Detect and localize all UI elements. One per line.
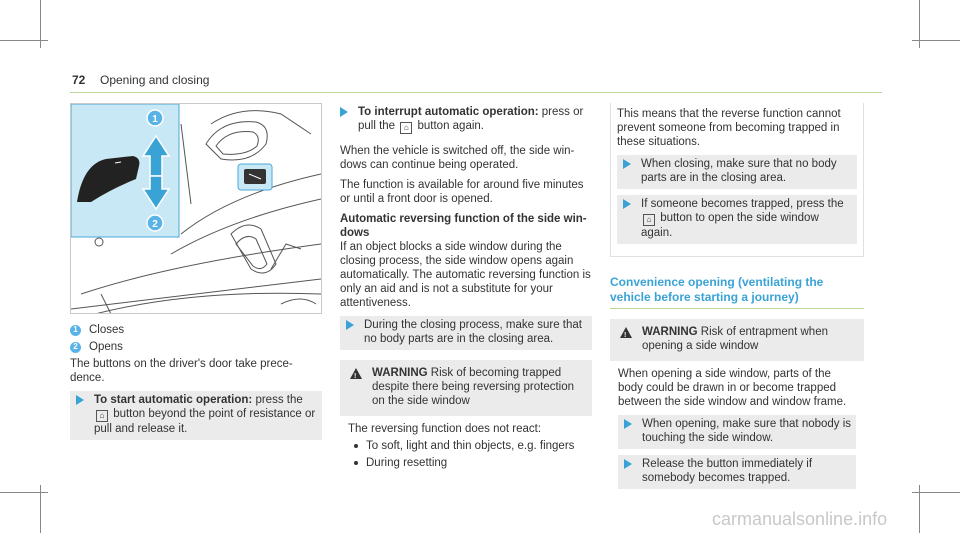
body-text: When the vehicle is switched off, the side win- dows can continue being operated. xyxy=(340,145,575,171)
crop-mark xyxy=(0,492,48,493)
legend-badge: 1 xyxy=(70,325,81,336)
warning-box xyxy=(610,319,864,501)
section-header: Opening and closing xyxy=(100,73,210,87)
header-rule xyxy=(70,92,882,93)
body-text: This means that the reverse function cannot prevent someone from becoming trapped in these situations. xyxy=(617,108,841,148)
body-text: If an object blocks a side window during the closing process, the side window opens again automatically. The automatic reversing function is only an aid and is not a substitute for your attentiveness. xyxy=(340,241,591,309)
step-text: When closing, make sure that no body parts are in the closing area. xyxy=(641,158,837,184)
marker-2 xyxy=(147,215,163,231)
crop-mark xyxy=(912,492,960,493)
warning-body xyxy=(610,361,864,501)
step-text: press or pull the xyxy=(358,106,584,132)
instruction-step xyxy=(618,455,856,489)
step-arrow-icon xyxy=(624,459,632,469)
warning-label: WARNING xyxy=(642,326,698,338)
subheading: Automatic reversing function of the side win- dows xyxy=(340,213,587,239)
marker-1 xyxy=(147,110,163,126)
list-item xyxy=(348,439,584,453)
svg-text:1: 1 xyxy=(152,114,158,125)
instruction-step xyxy=(617,155,857,189)
door-panel-drawing xyxy=(71,104,322,314)
body-text: The function is available for around five minutes or until a front door is opened. xyxy=(340,179,584,205)
section-rule xyxy=(610,308,864,309)
step-text: button again. xyxy=(414,120,484,132)
warning-header xyxy=(618,325,856,353)
window-switch-highlight xyxy=(238,164,272,190)
warning-body xyxy=(340,416,592,479)
bullet-icon xyxy=(354,461,358,465)
step-text: When opening, make sure that nobody is touching the side window. xyxy=(642,418,852,444)
svg-text:2: 2 xyxy=(152,219,158,230)
step-text: During the closing process, make sure that no body parts are in the closing area. xyxy=(364,319,582,345)
list-item-text: To soft, light and thin objects, e.g. fingers xyxy=(366,440,575,452)
step-text: button beyond the point of resistance or pull and release it. xyxy=(94,408,316,435)
step-text: button to open the side window again. xyxy=(641,212,819,239)
instruction-step xyxy=(618,415,856,449)
instruction-step xyxy=(340,103,592,138)
step-arrow-icon xyxy=(624,419,632,429)
warning-label: WARNING xyxy=(372,367,428,379)
legend-label: Closes xyxy=(89,324,125,336)
crop-mark xyxy=(912,40,960,41)
warning-text: When opening a side window, parts of the body could be drawn in or become trapped between the side window and window frame. xyxy=(618,368,847,408)
step-arrow-icon xyxy=(623,199,631,209)
warning-continuation xyxy=(610,103,864,257)
step-arrow-icon xyxy=(623,159,631,169)
window-button-icon: ⌂ xyxy=(643,214,655,226)
warning-header xyxy=(348,366,584,408)
warning-title: Risk of becoming trapped despite there being reversing protection on the side window xyxy=(372,367,575,407)
step-text: If someone becomes trapped, press the xyxy=(641,198,844,210)
legend-label: Opens xyxy=(89,341,123,353)
list-item-text: During resetting xyxy=(366,457,448,469)
step-arrow-icon xyxy=(346,320,354,330)
step-arrow-icon xyxy=(340,107,348,117)
instruction-step xyxy=(617,195,857,244)
bullet-icon xyxy=(354,444,358,448)
watermark: carmanualsonline.info xyxy=(712,509,888,529)
crop-mark xyxy=(0,40,48,41)
step-arrow-icon xyxy=(76,395,84,405)
warning-title: Risk of entrapment when opening a side window xyxy=(642,326,828,352)
page-number: 72 xyxy=(72,73,86,87)
instruction-step xyxy=(70,391,322,440)
left-column xyxy=(70,323,322,446)
step-text: Release the button immediately if somebody becomes trapped. xyxy=(642,458,813,484)
window-button-icon: ⌂ xyxy=(400,122,412,134)
step-heading: To interrupt automatic operation: xyxy=(358,106,539,118)
warning-icon: ! xyxy=(350,368,362,379)
instruction-step xyxy=(340,316,592,350)
door-illustration xyxy=(70,103,322,314)
step-heading: To start automatic operation: xyxy=(94,394,253,406)
middle-column xyxy=(340,103,592,479)
legend-item xyxy=(70,340,322,354)
legend-item xyxy=(70,323,322,337)
legend-badge: 2 xyxy=(70,342,81,353)
step-text: press the xyxy=(252,394,303,406)
warning-icon: ! xyxy=(620,327,632,338)
warning-box xyxy=(340,360,592,479)
intro-text: The buttons on the driver's door take prece- dence. xyxy=(70,358,293,384)
window-button-icon: ⌂ xyxy=(96,410,108,422)
section-title: Convenience opening (ventilating the vehicle before starting a journey) xyxy=(610,275,824,304)
warning-text: The reversing function does not react: xyxy=(348,423,542,435)
right-column xyxy=(610,103,864,501)
list-item xyxy=(348,456,584,470)
